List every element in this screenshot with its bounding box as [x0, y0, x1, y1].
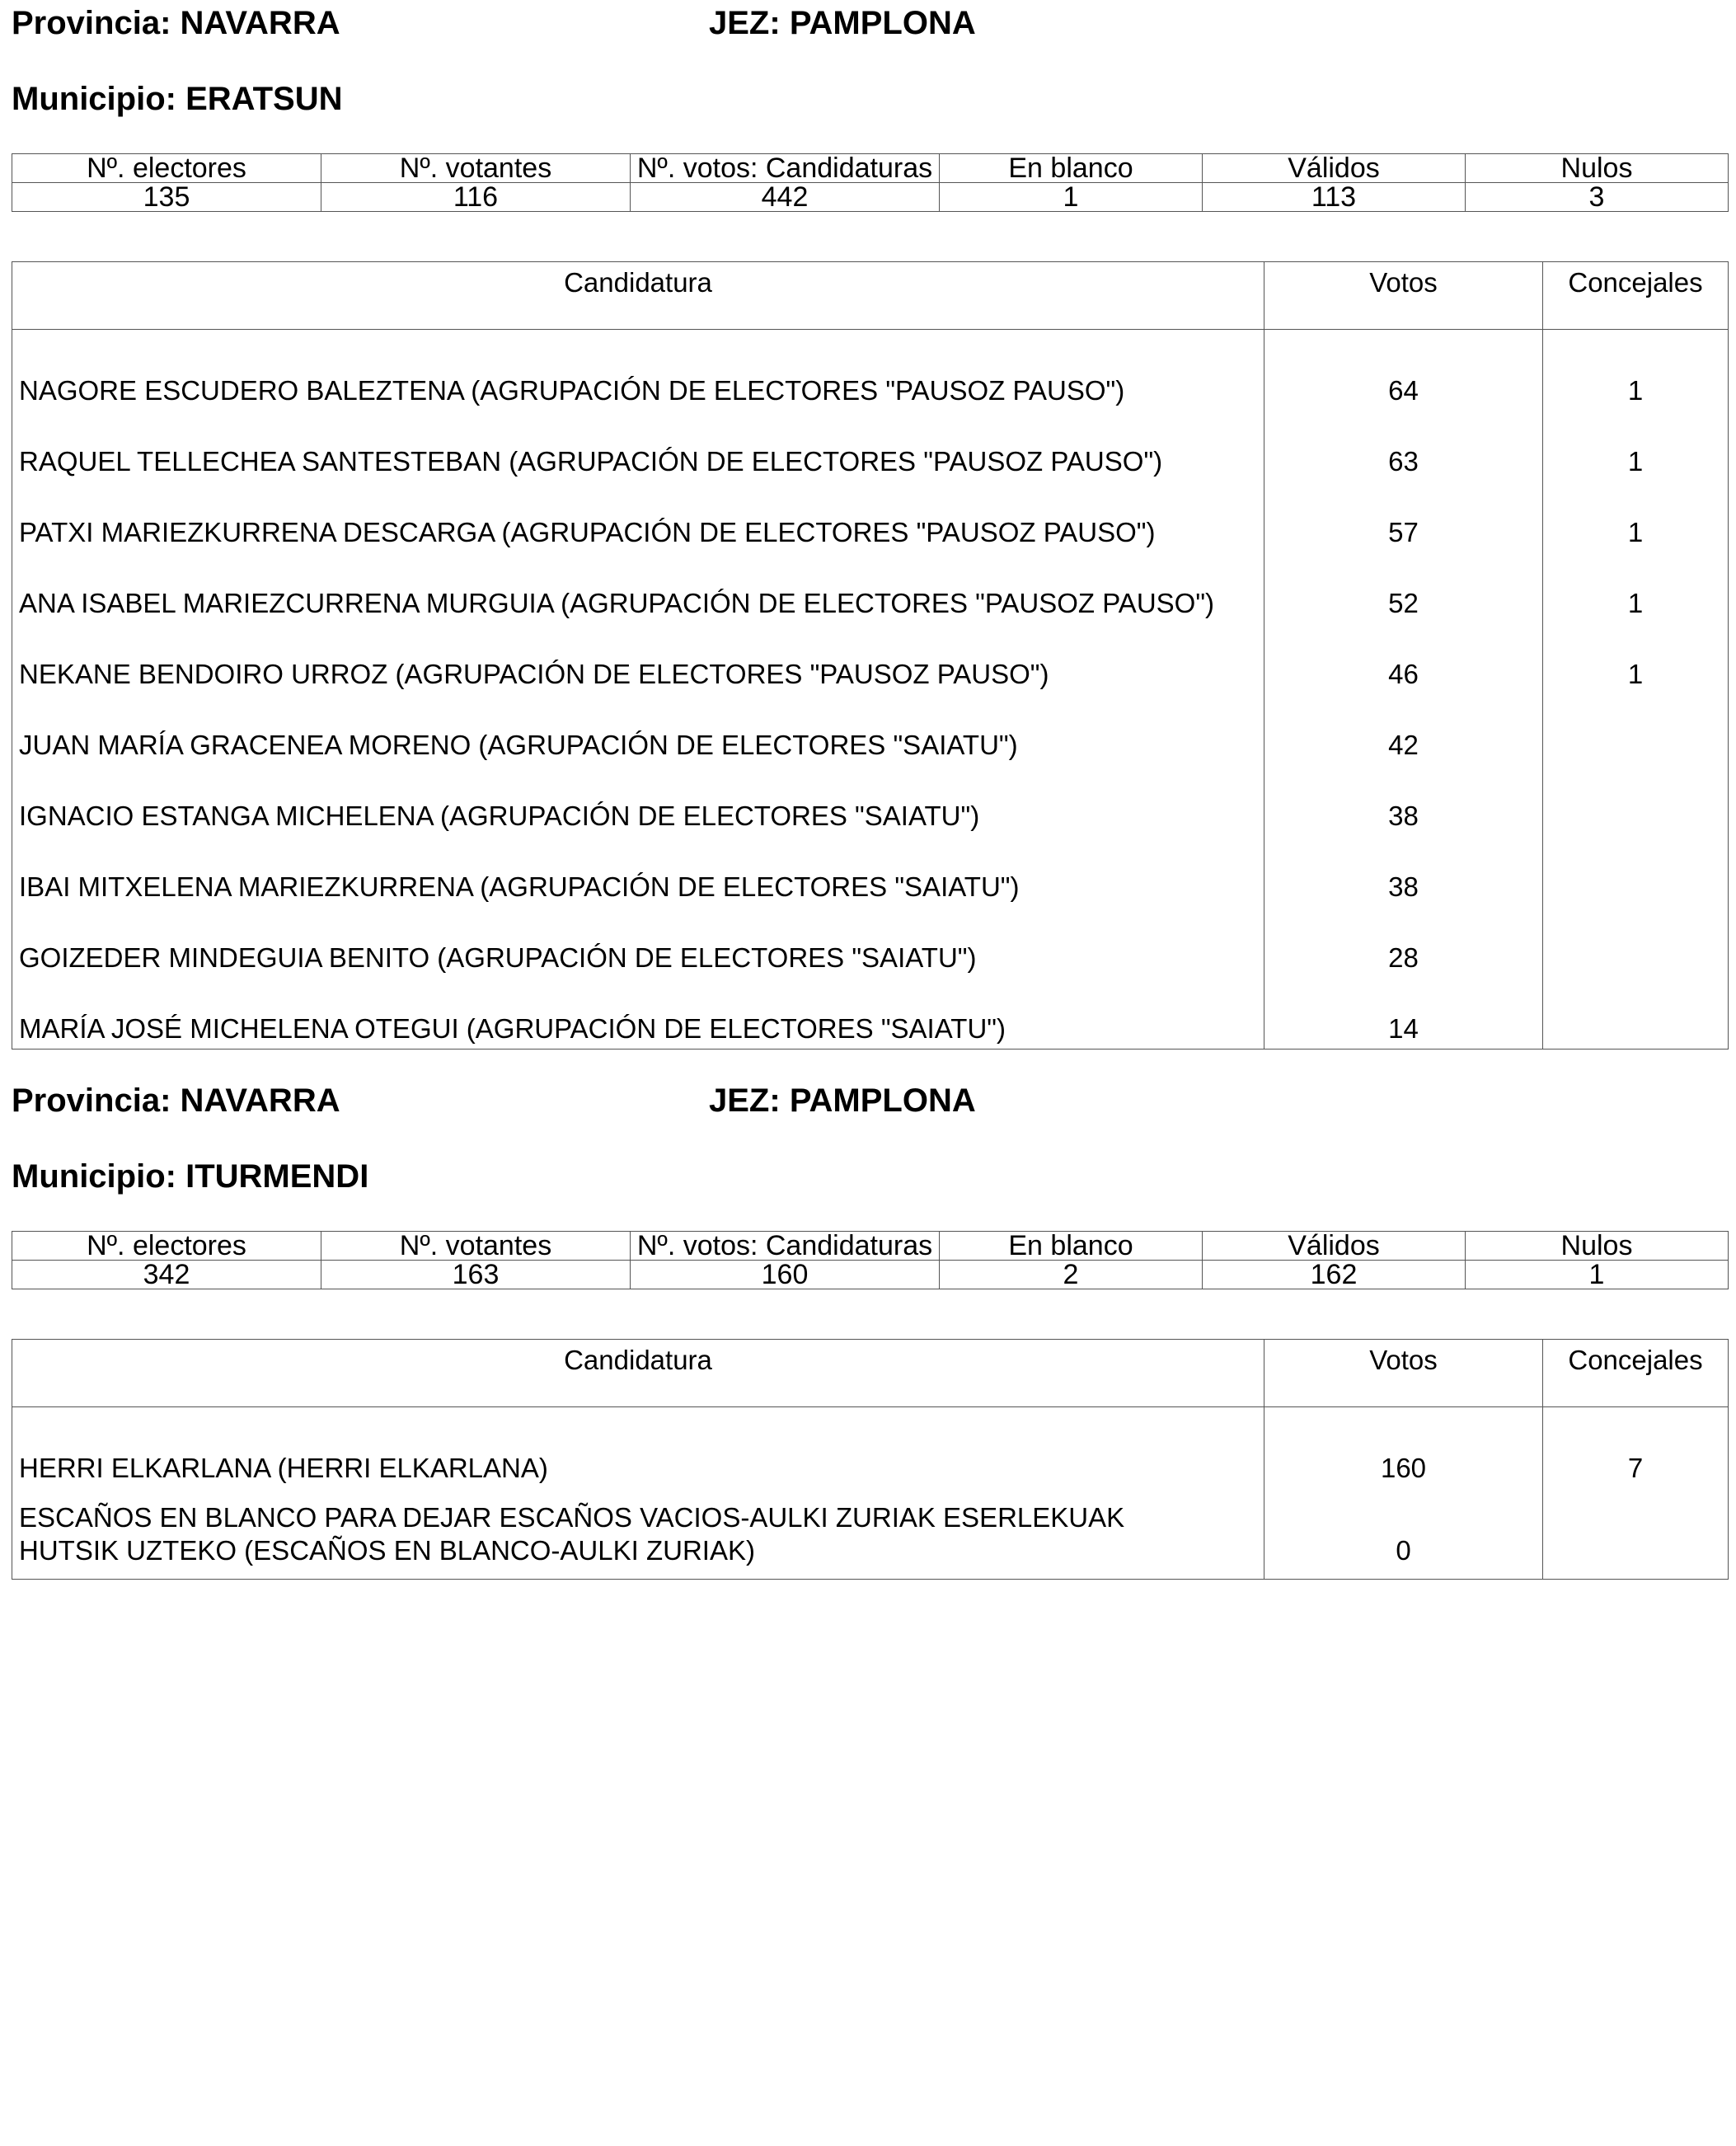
summary-header-votos-candidaturas: Nº. votos: Candidaturas — [631, 154, 940, 183]
candidate-concejales — [1543, 907, 1729, 978]
summary-header-en-blanco: En blanco — [940, 154, 1203, 183]
jez-value: PAMPLONA — [789, 1082, 976, 1119]
candidate-concejales — [1543, 1488, 1729, 1580]
summary-value-nulos: 3 — [1466, 183, 1729, 212]
summary-header-nulos: Nulos — [1466, 154, 1729, 183]
municipio-line — [12, 79, 342, 119]
candidate-concejales: 1 — [1543, 623, 1729, 694]
candidate-name: NEKANE BENDOIRO URROZ (AGRUPACIÓN DE ELECTORES "PAUSOZ PAUSO") — [12, 623, 1264, 694]
summary-header-validos: Válidos — [1203, 154, 1466, 183]
candidate-row — [12, 330, 1729, 411]
summary-value-en-blanco: 2 — [940, 1261, 1203, 1289]
candidate-votos: 42 — [1264, 694, 1543, 765]
candidate-row — [12, 1407, 1729, 1489]
summary-header-nulos: Nulos — [1466, 1232, 1729, 1261]
candidate-name: JUAN MARÍA GRACENEA MORENO (AGRUPACIÓN DE ELECTORES "SAIATU") — [12, 694, 1264, 765]
provincia-value: NAVARRA — [180, 1082, 340, 1119]
candidate-name: PATXI MARIEZKURRENA DESCARGA (AGRUPACIÓN DE ELECTORES "PAUSOZ PAUSO") — [12, 481, 1264, 552]
summary-value-votos-candidaturas: 442 — [631, 183, 940, 212]
votos-header: Votos — [1264, 262, 1543, 330]
candidate-concejales: 1 — [1543, 481, 1729, 552]
candidate-row — [12, 694, 1729, 765]
candidate-votos: 14 — [1264, 978, 1543, 1050]
candidate-row — [12, 481, 1729, 552]
candidates-header-row — [12, 262, 1729, 330]
summary-header-votos-candidaturas: Nº. votos: Candidaturas — [631, 1232, 940, 1261]
candidate-votos: 160 — [1264, 1407, 1543, 1489]
provincia-line — [12, 1081, 340, 1120]
candidate-votos: 52 — [1264, 552, 1543, 623]
candidate-votos: 64 — [1264, 330, 1543, 411]
candidate-name: NAGORE ESCUDERO BALEZTENA (AGRUPACIÓN DE ELECTORES "PAUSOZ PAUSO") — [12, 330, 1264, 411]
candidate-concejales: 7 — [1543, 1407, 1729, 1489]
candidate-row — [12, 765, 1729, 836]
candidate-concejales — [1543, 694, 1729, 765]
summary-header-votantes: Nº. votantes — [321, 1232, 631, 1261]
summary-value-row — [12, 1261, 1729, 1289]
summary-value-en-blanco: 1 — [940, 183, 1203, 212]
municipio-line — [12, 1157, 368, 1196]
votos-header: Votos — [1264, 1340, 1543, 1407]
jez-label: JEZ: — [709, 1082, 781, 1119]
candidates-table — [12, 261, 1729, 1050]
candidate-concejales — [1543, 836, 1729, 907]
provincia-label: Provincia: — [12, 1082, 171, 1119]
summary-table — [12, 153, 1729, 212]
candidate-votos: 38 — [1264, 836, 1543, 907]
summary-value-electores: 342 — [12, 1261, 321, 1289]
candidate-votos: 63 — [1264, 411, 1543, 481]
summary-value-votos-candidaturas: 160 — [631, 1261, 940, 1289]
jez-line — [709, 3, 976, 43]
candidate-name: ANA ISABEL MARIEZCURRENA MURGUIA (AGRUPACIÓN DE ELECTORES "PAUSOZ PAUSO") — [12, 552, 1264, 623]
summary-value-votantes: 116 — [321, 183, 631, 212]
summary-header-votantes: Nº. votantes — [321, 154, 631, 183]
candidatura-header: Candidatura — [12, 1340, 1264, 1407]
summary-header-electores: Nº. electores — [12, 1232, 321, 1261]
candidate-name: MARÍA JOSÉ MICHELENA OTEGUI (AGRUPACIÓN DE ELECTORES "SAIATU") — [12, 978, 1264, 1050]
candidate-votos: 0 — [1264, 1488, 1543, 1580]
candidates-table — [12, 1339, 1729, 1580]
concejales-header: Concejales — [1543, 1340, 1729, 1407]
provincia-value: NAVARRA — [180, 5, 340, 41]
candidate-name: GOIZEDER MINDEGUIA BENITO (AGRUPACIÓN DE ELECTORES "SAIATU") — [12, 907, 1264, 978]
candidate-concejales — [1543, 978, 1729, 1050]
candidate-concejales — [1543, 765, 1729, 836]
jez-label: JEZ: — [709, 5, 781, 41]
summary-value-validos: 113 — [1203, 183, 1466, 212]
municipio-value: ITURMENDI — [185, 1158, 369, 1195]
municipio-label: Municipio: — [12, 1158, 176, 1195]
candidate-votos: 57 — [1264, 481, 1543, 552]
candidate-concejales: 1 — [1543, 411, 1729, 481]
candidate-row — [12, 411, 1729, 481]
candidate-row — [12, 978, 1729, 1050]
summary-value-electores: 135 — [12, 183, 321, 212]
candidates-header-row — [12, 1340, 1729, 1407]
summary-table — [12, 1231, 1729, 1289]
municipio-value: ERATSUN — [185, 81, 343, 117]
summary-header-en-blanco: En blanco — [940, 1232, 1203, 1261]
candidate-concejales: 1 — [1543, 552, 1729, 623]
candidatura-header: Candidatura — [12, 262, 1264, 330]
candidate-votos: 28 — [1264, 907, 1543, 978]
summary-header-validos: Válidos — [1203, 1232, 1466, 1261]
jez-line — [709, 1081, 976, 1120]
provincia-line — [12, 3, 340, 43]
summary-value-row — [12, 183, 1729, 212]
candidate-row — [12, 623, 1729, 694]
candidate-votos: 46 — [1264, 623, 1543, 694]
candidate-name: RAQUEL TELLECHEA SANTESTEBAN (AGRUPACIÓN DE ELECTORES "PAUSOZ PAUSO") — [12, 411, 1264, 481]
candidate-row — [12, 907, 1729, 978]
candidate-row — [12, 1488, 1729, 1580]
jez-value: PAMPLONA — [789, 5, 976, 41]
summary-header-electores: Nº. electores — [12, 154, 321, 183]
concejales-header: Concejales — [1543, 262, 1729, 330]
candidate-name: HERRI ELKARLANA (HERRI ELKARLANA) — [12, 1407, 1264, 1489]
summary-value-nulos: 1 — [1466, 1261, 1729, 1289]
candidate-row — [12, 552, 1729, 623]
summary-header-row — [12, 154, 1729, 183]
municipio-label: Municipio: — [12, 81, 176, 117]
candidate-row — [12, 836, 1729, 907]
provincia-label: Provincia: — [12, 5, 171, 41]
candidate-votos: 38 — [1264, 765, 1543, 836]
candidate-name: IGNACIO ESTANGA MICHELENA (AGRUPACIÓN DE ELECTORES "SAIATU") — [12, 765, 1264, 836]
candidate-name: IBAI MITXELENA MARIEZKURRENA (AGRUPACIÓN DE ELECTORES "SAIATU") — [12, 836, 1264, 907]
candidate-name: ESCAÑOS EN BLANCO PARA DEJAR ESCAÑOS VACIOS-AULKI ZURIAK ESERLEKUAK HUTSIK UZTEKO (ESCAÑOS EN BLANCO-AULKI ZURIAK) — [12, 1488, 1264, 1580]
candidate-concejales: 1 — [1543, 330, 1729, 411]
summary-value-validos: 162 — [1203, 1261, 1466, 1289]
summary-value-votantes: 163 — [321, 1261, 631, 1289]
summary-header-row — [12, 1232, 1729, 1261]
